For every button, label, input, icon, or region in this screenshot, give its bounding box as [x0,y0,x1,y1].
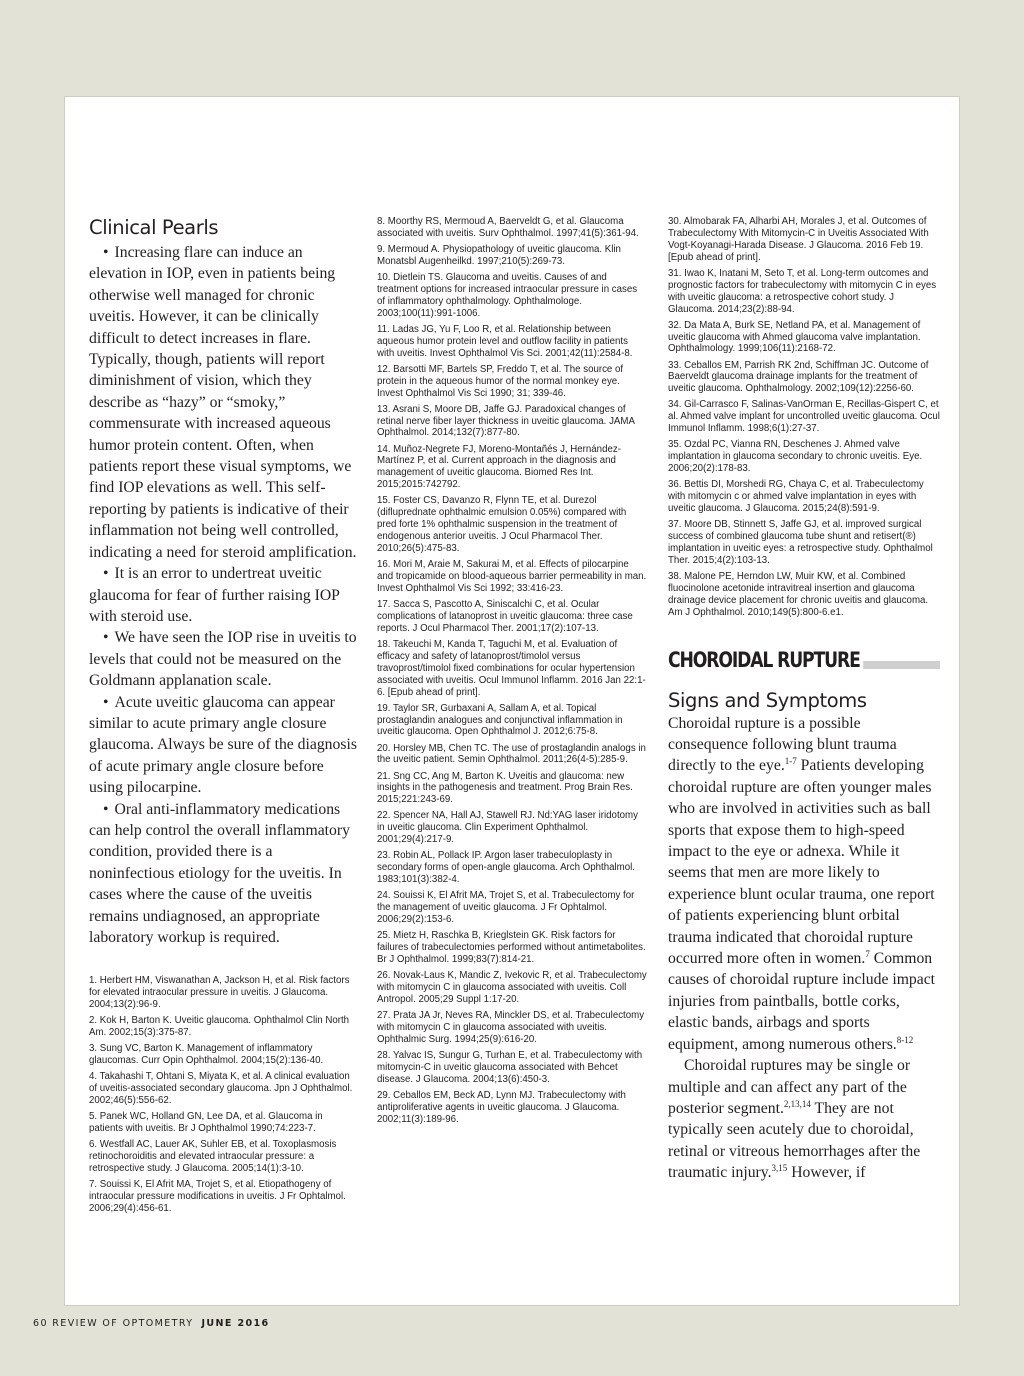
reference-item: 27. Prata JA Jr, Neves RA, Minckler DS, et al. Trabeculectomy with mitomycin C in glaucoma associated with uveitis. Ophthalmic Surg. 1994;25(9):616-20. [377,1009,645,1045]
reference-item: 2. Kok H, Barton K. Uveitic glaucoma. Ophthalmol Clin North Am. 2002;15(3):375-87. [89,1015,350,1039]
reference-item: 1. Herbert HM, Viswanathan A, Jackson H, et al. Risk factors for elevated intraocular pressure in uveitis. J Glaucoma. 2004;13(2):96-9. [89,975,350,1011]
page-footer [33,1318,270,1329]
citation: 8-12 [896,1034,914,1045]
pearl-item: • We have seen the IOP rise in uveitis to levels that could not be measured on the Goldmann applanation scale. [89,629,357,690]
pearl-item: • Oral anti-inflammatory medications can help control the overall inflammatory condition, provided there is a noninfectious etiology for the uveitis. In cases where the cause of the uveitis remains undiagnosed, an appropriate laboratory workup is required. [89,800,350,946]
pearl-item: • It is an error to undertreat uveitic glaucoma for fear of further raising IOP with steroid use. [89,565,340,625]
reference-item: 33. Ceballos EM, Parrish RK 2nd, Schiffman JC. Outcome of Baerveldt glaucoma drainage implants for the treatment of uveitic glaucoma. Ophthalmology. 2002;109(12):2256-60. [668,359,929,395]
citation: 3,15 [771,1162,788,1173]
references-list-1 [89,975,359,1214]
reference-item: 14. Muñoz-Negrete FJ, Moreno-Montañés J, Hernández-Martínez P, et al. Current approach in the diagnosis and management of uveitic glaucoma. Biomed Res Int. 2015;2015:742792. [377,443,621,491]
reference-item: 38. Malone PE, Herndon LW, Muir KW, et al. Combined fluocinolone acetonide intravitreal insertion and glaucoma drainage device placement for chronic uveitis and glaucoma. Am J Ophthalmol. 2010;149(5):800-6.e1. [668,570,929,618]
section-header-choroidal-rupture [668,647,940,675]
reference-item: 26. Novak-Laus K, Mandic Z, Ivekovic R, et al. Trabeculectomy with mitomycin C in glaucoma associated with uveitis. Coll Antropol. 2005;29 Suppl 1:17-20. [377,970,647,1005]
reference-item: 12. Barsotti MF, Bartels SP, Freddo T, et al. The source of protein in the aqueous humor of the normal monkey eye. Invest Ophthalmol Vis Sci 1990; 31; 339-46. [377,363,624,399]
reference-item: 9. Mermoud A. Physiopathology of uveitic glaucoma. Klin Monatsbl Augenheilkd. 1997;210(5):269-73. [377,244,621,267]
references-list-3 [668,216,940,619]
reference-item: 28. Yalvac IS, Sungur G, Turhan E, et al. Trabeculectomy with mitomycin-C in uveitic glaucoma associated with Behcet disease. J Glaucoma. 2004;13(6):450-3. [377,1049,643,1085]
column-2 [377,216,647,1130]
bullet-icon: • [103,693,109,711]
reference-item: 25. Mietz H, Raschka B, Krieglstein GK. Risk factors for failures of trabeculectomies performed without antimetabolites. Br J Ophthalmol. 1999;83(7):814-21. [377,930,646,965]
citation: 7 [865,948,870,959]
reference-item: 37. Moore DB, Stinnett S, Jaffe GJ, et al. improved surgical success of combined glaucoma tube shunt and retisert(®) implantation in uveitic eyes: a retrospective study. Ophthalmol Ther. 2015;4(2):103-13. [668,519,933,566]
reference-item: 8. Moorthy RS, Mermoud A, Baerveldt G, et al. Glaucoma associated with uveitis. Surv Ophthalmol. 1997;41(5):361-94. [377,216,639,239]
reference-item: 16. Mori M, Araie M, Sakurai M, et al. Effects of pilocarpine and tropicamide on blood-aqueous barrier permeability in man. Invest Ophthalmol Vis Sci 1992; 33:416-23. [377,559,647,594]
reference-item: 35. Ozdal PC, Vianna RN, Deschenes J. Ahmed valve implantation in glaucoma secondary to chronic uveitis. Eye. 2006;20(2):178-83. [668,439,923,475]
reference-item: 30. Almobarak FA, Alharbi AH, Morales J, et al. Outcomes of Trabeculectomy With Mitomycin-C in Uveitis Associated With Vogt-Koyanagi-Harada Disease. J Glaucoma. 2016 Feb 19. [Epub ahead of print]. [668,216,929,263]
reference-item: 5. Panek WC, Holland GN, Lee DA, et al. Glaucoma in patients with uveitis. Br J Ophthalmol 1990;74:223-7. [89,1111,323,1135]
signs-and-symptoms-title: Signs and Symptoms [668,688,867,712]
column-1 [89,216,359,1219]
pearl-item: • Increasing flare can induce an elevation in IOP, even in patients being otherwise well managed for chronic uveitis. However, it can be clinically difficult to detect increases in flare. Typically, though, patients will report diminishment of vision, which they describe as “hazy” or “smoky,” commensurate with increased aqueous humor protein content. Often, when patients report these visual symptoms, we find IOP elevations as well. This self-reporting by patients is indicative of their inflammation not being well controlled, indicating a need for steroid amplification. [89,244,357,561]
body-paragraph: Choroidal ruptures may be single or multiple and can affect any part of the posterior segment.$^{2,13,14}$ They are not typically seen acutely due to choroidal, retinal or vitreous hemorrhages after the traumatic injury.$^{3,15}$ However, if [668,1057,921,1182]
choroidal-body [668,713,940,1184]
citation: 2,13,14 [783,1098,811,1109]
reference-item: 10. Dietlein TS. Glaucoma and uveitis. Causes of and treatment options for increased intraocular pressure in cases of inflammatory ophthalmology. Ophthalmologe. 2003;100(11):991-1006. [377,272,638,319]
section-title: CHOROIDAL RUPTURE [668,647,863,673]
reference-item: 17. Sacca S, Pascotto A, Siniscalchi C, et al. Ocular complications of latanoprost in uveitic glaucoma: three case reports. J Ocul Pharmacol Ther. 2001;17(2):107-13. [377,598,633,634]
reference-item: 21. Sng CC, Ang M, Barton K. Uveitis and glaucoma: new insights in the pathogenesis and treatment. Prog Brain Res. 2015;221:243-69. [377,770,633,806]
reference-item: 24. Souissi K, El Afrit MA, Trojet S, et al. Trabeculectomy for the management of uveitic glaucoma. J Fr Ophtalmol. 2006;29(2):153-6. [377,890,635,926]
issue-date: JUNE 2016 [201,1318,270,1329]
bullet-icon: • [103,565,109,583]
reference-item: 11. Ladas JG, Yu F, Loo R, et al. Relationship between aqueous humor protein level and outflow facility in patients with uveitis. Invest Ophthalmol Vis Sci. 2001;42(11):2584-8. [377,323,633,359]
reference-item: 31. Iwao K, Inatani M, Seto T, et al. Long-term outcomes and prognostic factors for trabeculectomy with mitomycin C in eyes with uveitic glaucoma: a retrospective cohort study. J Glaucoma. 2014;23(2):88-94. [668,267,937,315]
body-paragraph: Choroidal rupture is a possible consequence following blunt trauma directly to the eye.$^{1-7}$ Patients developing choroidal rupture are often younger males who are involved in activities such as ball sports that expose them to high-speed impact to the eye or adnexa. While it seems that men are more likely to experience blunt ocular trauma, one report of patients experiencing blunt orbital trauma indicated that choroidal rupture occurred more often in women.$^7$ Common causes of choroidal rupture include impact injuries from paintballs, bottle corks, elastic bands, airbags and sports equipment, among numerous others.$^{8-12}$ [668,714,936,1053]
reference-item: 20. Horsley MB, Chen TC. The use of prostaglandin analogs in the uveitic patient. Semin Ophthalmol. 2011;26(4-5):285-9. [377,742,646,766]
reference-item: 18. Takeuchi M, Kanda T, Taguchi M, et al. Evaluation of efficacy and safety of latanoprost/timolol versus travoprost/timolol fixed combinations for ocular hypertension associated with uveitis. Ocul Immunol Inflamm. 2016 Jan 22:1-6. [Epub ahead of print]. [377,638,646,698]
clinical-pearls-body [89,242,359,948]
reference-item: 29. Ceballos EM, Beck AD, Lynn MJ. Trabeculectomy with antiproliferative agents in uveitic glaucoma. J Glaucoma. 2002;11(3):189-96. [377,1089,626,1125]
reference-item: 6. Westfall AC, Lauer AK, Suhler EB, et al. Toxoplasmosis retinochoroiditis and elevated intraocular pressure: a retrospective study. J Glaucoma. 2005;14(1):3-10. [89,1139,337,1175]
reference-item: 23. Robin AL, Pollack IP. Argon laser trabeculoplasty in secondary forms of open-angle glaucoma. Arch Ophthalmol. 1983;101(3):382-4. [377,850,635,886]
column-3 [668,216,940,1184]
reference-item: 13. Asrani S, Moore DB, Jaffe GJ. Paradoxical changes of retinal nerve fiber layer thickness in uveitic glaucoma. JAMA Ophthalmol. 2014;132(7):877-80. [377,403,635,439]
bullet-icon: • [103,800,109,818]
pearl-item: • Acute uveitic glaucoma can appear similar to acute primary angle closure glaucoma. Always be sure of the diagnosis of acute primary angle closure before using pilocarpine. [89,693,357,797]
reference-item: 7. Souissi K, El Afrit MA, Trojet S, et al. Etiopathogeny of intraocular pressure modifications in uveitis. J Fr Ophtalmol. 2006;29(4):456-61. [89,1179,346,1214]
reference-item: 15. Foster CS, Davanzo R, Flynn TE, et al. Durezol (difluprednate ophthalmic emulsion 0.05%) compared with pred forte 1% ophthalmic suspension in the treatment of endogenous anterior uveitis. J Ocul Pharmacol Ther. 2010;26(5):475-83. [377,495,627,554]
citation: 1-7 [784,756,797,767]
reference-item: 34. Gil-Carrasco F, Salinas-VanOrman E, Recillas-Gispert C, et al. Ahmed valve implant for uncontrolled uveitic glaucoma. Ocul Immunol Inflamm. 1998;6(1):27-37. [668,399,940,435]
reference-item: 22. Spencer NA, Hall AJ, Stawell RJ. Nd:YAG laser iridotomy in uveitic glaucoma. Clin Experiment Ophthalmol. 2001;29(4):217-9. [377,810,638,846]
reference-item: 19. Taylor SR, Gurbaxani A, Sallam A, et al. Topical prostaglandin analogues and conjunctival inflammation in uveitic glaucoma. Open Ophthalmol J. 2012;6:75-8. [377,702,623,738]
page-number-and-publication: 60 REVIEW OF OPTOMETRY [33,1318,194,1329]
reference-item: 3. Sung VC, Barton K. Management of inflammatory glaucomas. Curr Opin Ophthalmol. 2004;15(2):136-40. [89,1043,324,1067]
reference-item: 36. Bettis DI, Morshedi RG, Chaya C, et al. Trabeculectomy with mitomycin c or ahmed valve implantation in eyes with uveitic glaucoma. J Glaucoma. 2015;24(8):591-9. [668,479,924,515]
reference-item: 32. Da Mata A, Burk SE, Netland PA, et al. Management of uveitic glaucoma with Ahmed glaucoma valve implantation. Ophthalmology. 1999;106(11):2168-72. [668,319,921,355]
clinical-pearls-title: Clinical Pearls [89,216,219,239]
bullet-icon: • [103,629,109,647]
bullet-icon: • [103,244,109,261]
reference-item: 4. Takahashi T, Ohtani S, Miyata K, et al. A clinical evaluation of uveitis-associated secondary glaucoma. Jpn J Ophthalmol. 2002;46(5):556-62. [89,1071,353,1107]
references-list-2 [377,216,647,1125]
